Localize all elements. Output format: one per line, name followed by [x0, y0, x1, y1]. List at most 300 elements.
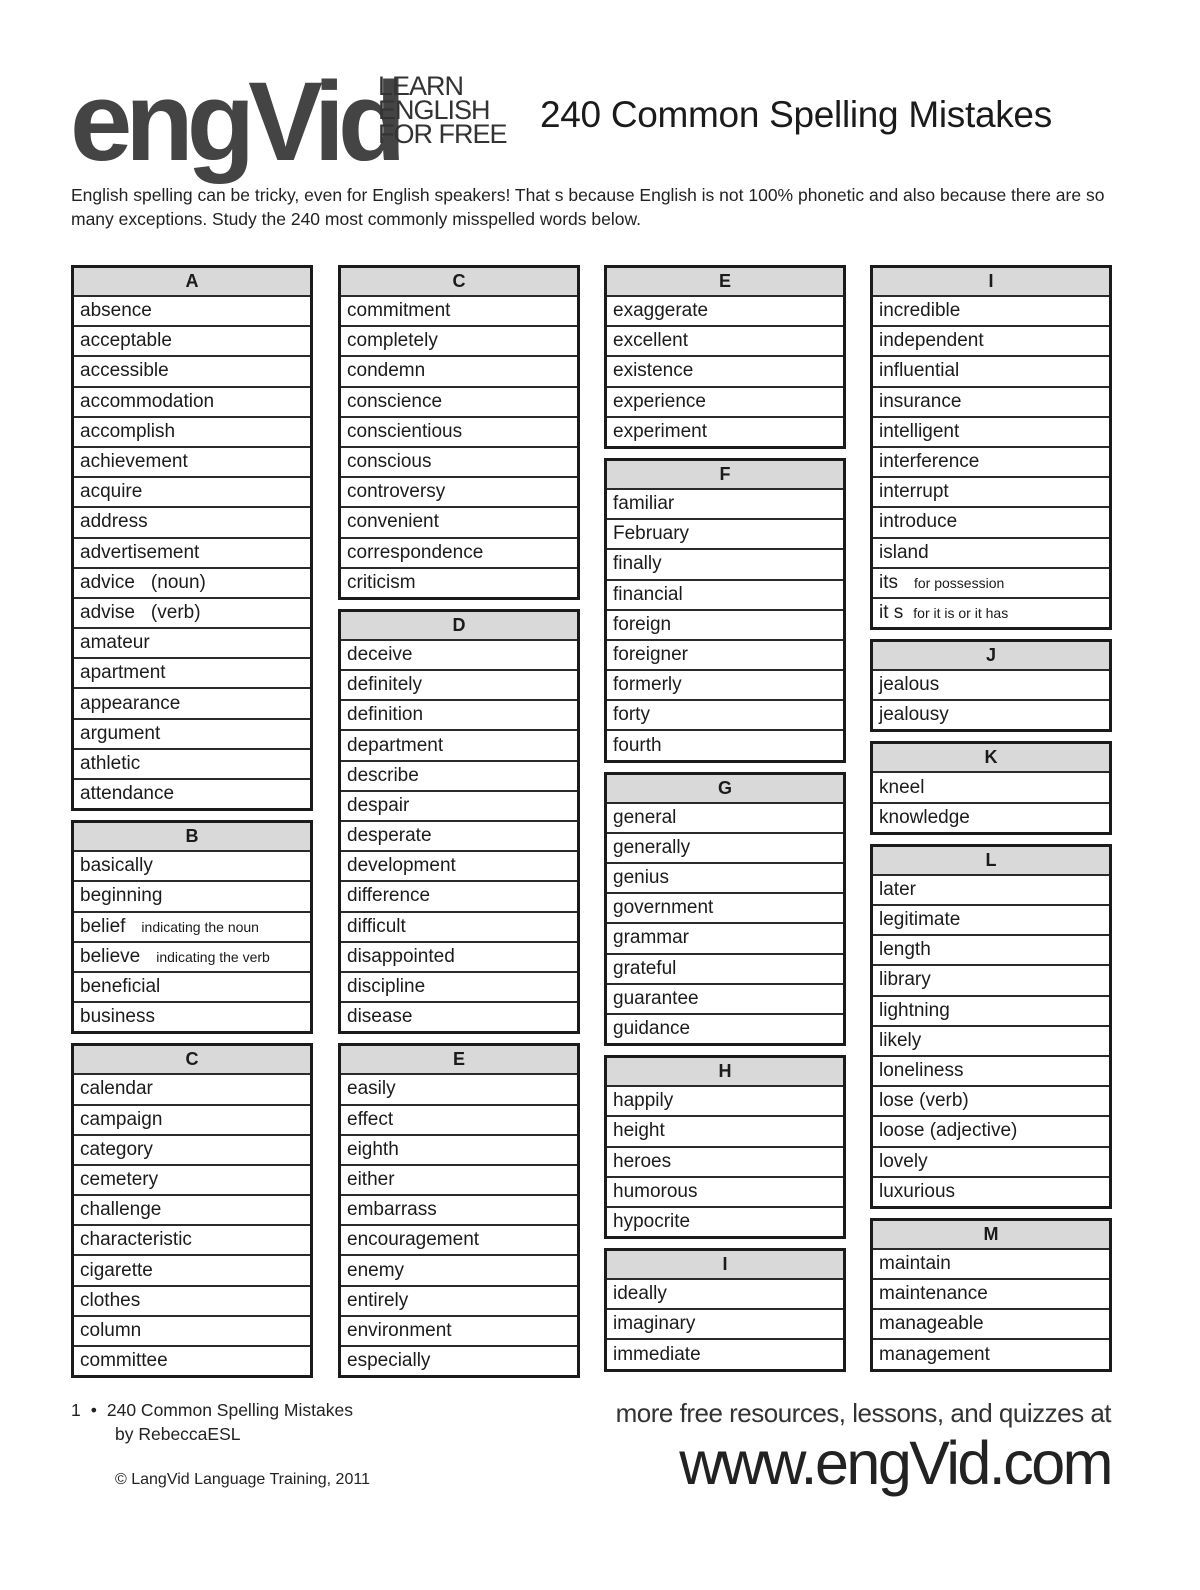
letter-section-g: [604, 772, 846, 1047]
section-heading: B: [74, 823, 310, 850]
word-text: difficult: [347, 915, 406, 937]
word-row: [74, 599, 310, 627]
word-row: [74, 852, 310, 880]
word-row: [873, 1057, 1109, 1085]
word-text: argument: [80, 722, 161, 744]
word-row: [341, 671, 577, 699]
word-row: [873, 1250, 1109, 1278]
section-heading: M: [873, 1221, 1109, 1248]
footer-line-1: [71, 1398, 370, 1422]
word-text: introduce: [879, 511, 958, 533]
word-row: [607, 1280, 843, 1308]
footer-credits: [71, 1398, 370, 1492]
word-row: [74, 720, 310, 748]
word-usage-note: (noun): [150, 571, 206, 593]
word-text: government: [613, 897, 714, 919]
word-row: [74, 1106, 310, 1134]
word-row: [74, 1166, 310, 1194]
word-row: [873, 327, 1109, 355]
word-text: loneliness: [879, 1060, 964, 1082]
word-row: [607, 1015, 843, 1043]
letter-section-e: [604, 265, 846, 449]
word-row: [341, 641, 577, 669]
word-text: generally: [613, 836, 691, 858]
word-row: [341, 1136, 577, 1164]
word-row: [873, 1280, 1109, 1308]
word-row: [341, 1166, 577, 1194]
word-row: [74, 913, 310, 941]
word-row: [341, 882, 577, 910]
word-text: loose (adjective): [879, 1120, 1018, 1142]
word-text: attendance: [80, 783, 175, 805]
word-text: management: [879, 1343, 990, 1365]
word-text: challenge: [80, 1199, 162, 1221]
word-row: [341, 973, 577, 1001]
word-row: [74, 780, 310, 808]
letter-section-a: [71, 265, 313, 811]
word-text: guarantee: [613, 987, 699, 1009]
word-row: [74, 1136, 310, 1164]
letter-section-e: [338, 1043, 580, 1378]
word-text: embarrass: [347, 1199, 437, 1221]
section-heading: G: [607, 775, 843, 802]
word-row: [607, 894, 843, 922]
page-title: 240 Common Spelling Mistakes: [540, 94, 1052, 135]
word-row: [873, 1340, 1109, 1368]
word-text: accomplish: [80, 420, 176, 442]
word-row: [607, 550, 843, 578]
section-heading: E: [607, 268, 843, 295]
word-row: [74, 1256, 310, 1284]
word-row: [341, 357, 577, 385]
word-text: insurance: [879, 390, 962, 412]
word-text: financial: [613, 583, 683, 605]
word-row: [873, 599, 1109, 627]
letter-section-k: [870, 741, 1112, 834]
word-text: commitment: [347, 300, 451, 322]
word-text: conscience: [347, 390, 443, 412]
word-text: guidance: [613, 1018, 691, 1040]
word-text: business: [80, 1006, 155, 1028]
word-row: [607, 701, 843, 729]
word-row: [873, 1148, 1109, 1176]
word-text: length: [879, 939, 931, 961]
word-row: [607, 671, 843, 699]
word-row: [607, 924, 843, 952]
word-text: intelligent: [879, 420, 960, 442]
word-row: [873, 539, 1109, 567]
word-row: [607, 864, 843, 892]
word-text: development: [347, 855, 456, 877]
word-text: eighth: [347, 1138, 399, 1160]
word-row: [873, 1178, 1109, 1206]
word-row: [341, 1287, 577, 1315]
word-row: [607, 1087, 843, 1115]
word-row: [607, 327, 843, 355]
word-text: encouragement: [347, 1229, 480, 1251]
word-row: [74, 943, 310, 971]
word-row: [341, 539, 577, 567]
word-row: [341, 822, 577, 850]
word-text: calendar: [80, 1078, 153, 1100]
word-text: accommodation: [80, 390, 215, 412]
word-text: belief: [80, 915, 126, 937]
word-text: grateful: [613, 957, 677, 979]
footer-doc-title: 240 Common Spelling Mistakes: [106, 1400, 353, 1420]
word-text: humorous: [613, 1180, 698, 1202]
word-text: believe: [80, 945, 141, 967]
word-text: familiar: [613, 493, 675, 515]
word-text: criticism: [347, 571, 416, 593]
word-row: [607, 611, 843, 639]
word-text: cigarette: [80, 1259, 153, 1281]
word-row: [74, 1196, 310, 1224]
word-row: [341, 1106, 577, 1134]
letter-section-l: [870, 844, 1112, 1209]
word-text: maintain: [879, 1252, 951, 1274]
word-row: [74, 327, 310, 355]
logo-tagline-line: LEARN: [378, 71, 464, 101]
word-row: [341, 297, 577, 325]
word-text: describe: [347, 764, 419, 786]
word-text: existence: [613, 360, 694, 382]
word-text: easily: [347, 1078, 396, 1100]
word-text: amateur: [80, 632, 150, 654]
section-heading: C: [341, 268, 577, 295]
word-text: controversy: [347, 481, 446, 503]
word-text: difference: [347, 885, 431, 907]
word-text: ideally: [613, 1283, 667, 1305]
word-text: environment: [347, 1319, 452, 1341]
word-row: [341, 1075, 577, 1103]
word-text: manageable: [879, 1313, 984, 1335]
word-text: category: [80, 1138, 153, 1160]
word-row: [607, 490, 843, 518]
word-row: [607, 955, 843, 983]
word-text: desperate: [347, 825, 432, 847]
word-text: either: [347, 1168, 395, 1190]
section-heading: I: [607, 1251, 843, 1278]
word-text: incredible: [879, 300, 961, 322]
word-text: exaggerate: [613, 300, 709, 322]
word-text: knowledge: [879, 806, 970, 828]
logo-wordmark: engVid: [70, 59, 400, 184]
word-row: [74, 448, 310, 476]
word-text: formerly: [613, 674, 682, 696]
word-text: conscientious: [347, 420, 463, 442]
word-row: [607, 1310, 843, 1338]
word-row: [873, 569, 1109, 597]
word-row: [341, 913, 577, 941]
word-row: [74, 478, 310, 506]
word-row: [873, 804, 1109, 832]
word-row: [74, 750, 310, 778]
letter-section-i: [870, 265, 1112, 630]
word-usage-note: for it is or it has: [913, 604, 1009, 621]
letter-section-m: [870, 1218, 1112, 1372]
word-row: [873, 1310, 1109, 1338]
word-text: accessible: [80, 360, 169, 382]
word-text: lose (verb): [879, 1090, 969, 1112]
word-row: [607, 804, 843, 832]
word-text: lightning: [879, 999, 950, 1021]
word-text: island: [879, 541, 929, 563]
letter-section-c: [71, 1043, 313, 1378]
word-text: grammar: [613, 927, 690, 949]
word-text: correspondence: [347, 541, 484, 563]
section-heading: J: [873, 642, 1109, 669]
section-heading: L: [873, 847, 1109, 874]
word-row: [74, 1003, 310, 1031]
word-row: [607, 418, 843, 446]
word-text: immediate: [613, 1343, 701, 1365]
word-row: [607, 1148, 843, 1176]
word-text: cemetery: [80, 1168, 159, 1190]
word-row: [873, 1117, 1109, 1145]
word-text: genius: [613, 867, 669, 889]
section-heading: C: [74, 1046, 310, 1073]
word-row: [873, 906, 1109, 934]
word-row: [341, 508, 577, 536]
section-heading: I: [873, 268, 1109, 295]
word-text: lovely: [879, 1150, 928, 1172]
word-row: [341, 792, 577, 820]
word-text: committee: [80, 1350, 168, 1372]
word-text: experience: [613, 390, 706, 412]
word-text: finally: [613, 553, 662, 575]
word-row: [873, 876, 1109, 904]
word-row: [74, 569, 310, 597]
word-row: [341, 1196, 577, 1224]
word-column-3: [604, 265, 846, 1381]
word-text: forty: [613, 704, 650, 726]
word-text: condemn: [347, 360, 426, 382]
word-text: enemy: [347, 1259, 405, 1281]
word-row: [341, 1347, 577, 1375]
word-row: [607, 357, 843, 385]
word-row: [607, 388, 843, 416]
word-text: later: [879, 878, 916, 900]
word-text: advertisement: [80, 541, 200, 563]
footer-copyright: © LangVid Language Training, 2011: [115, 1471, 370, 1488]
word-text: address: [80, 511, 148, 533]
footer-website-link[interactable]: www.engVid.com: [679, 1429, 1111, 1497]
word-row: [873, 357, 1109, 385]
word-text: excellent: [613, 330, 688, 352]
word-text: definitely: [347, 674, 422, 696]
word-row: [74, 882, 310, 910]
word-row: [74, 1347, 310, 1375]
word-text: fourth: [613, 734, 662, 756]
word-row: [341, 569, 577, 597]
section-heading: A: [74, 268, 310, 295]
word-text: height: [613, 1120, 665, 1142]
word-row: [74, 418, 310, 446]
word-row: [607, 1208, 843, 1236]
word-text: legitimate: [879, 909, 961, 931]
word-row: [74, 1317, 310, 1345]
word-text: entirely: [347, 1289, 409, 1311]
bullet-separator: •: [90, 1400, 97, 1420]
word-text: interrupt: [879, 481, 949, 503]
letter-section-d: [338, 609, 580, 1034]
word-text: appearance: [80, 692, 181, 714]
word-row: [74, 659, 310, 687]
word-text: general: [613, 806, 677, 828]
word-text: disappointed: [347, 945, 455, 967]
letter-section-i: [604, 1248, 846, 1372]
footer-promo: [606, 1398, 1111, 1497]
section-heading: D: [341, 612, 577, 639]
word-row: [873, 1027, 1109, 1055]
word-row: [873, 671, 1109, 699]
word-column-2: [338, 265, 580, 1387]
word-text: interference: [879, 451, 980, 473]
logo-tagline-line: FOR FREE: [378, 119, 507, 149]
word-text: basically: [80, 855, 153, 877]
word-row: [341, 943, 577, 971]
letter-section-c: [338, 265, 580, 600]
word-text: completely: [347, 330, 438, 352]
word-text: foreigner: [613, 643, 688, 665]
word-row: [873, 1087, 1109, 1115]
word-row: [607, 1117, 843, 1145]
word-row: [873, 508, 1109, 536]
word-row: [607, 731, 843, 759]
word-row: [607, 520, 843, 548]
word-text: heroes: [613, 1150, 672, 1172]
letter-section-h: [604, 1055, 846, 1239]
word-text: conscious: [347, 451, 432, 473]
word-column-1: [71, 265, 313, 1387]
logo-tagline-line: ENGLISH: [378, 95, 490, 125]
word-row: [74, 629, 310, 657]
word-row: [607, 641, 843, 669]
word-text: absence: [80, 300, 152, 322]
word-row: [74, 1075, 310, 1103]
section-heading: K: [873, 744, 1109, 771]
word-row: [74, 689, 310, 717]
letter-section-b: [71, 820, 313, 1034]
word-text: advice: [80, 571, 135, 593]
word-text: jealousy: [879, 704, 949, 726]
word-row: [607, 1178, 843, 1206]
word-text: its: [879, 571, 898, 593]
word-row: [74, 357, 310, 385]
word-text: acquire: [80, 481, 143, 503]
word-usage-note: indicating the verb: [156, 948, 270, 965]
word-row: [74, 297, 310, 325]
word-text: independent: [879, 330, 984, 352]
word-row: [74, 1226, 310, 1254]
word-text: definition: [347, 704, 424, 726]
intro-paragraph: English spelling can be tricky, even for English speakers! That s because English is not 100% phonetic and also because there are so many exceptions. Study the 240 most commonly misspelled words below.: [71, 185, 1105, 229]
word-text: experiment: [613, 420, 707, 442]
word-text: hypocrite: [613, 1210, 691, 1232]
page-number: 1: [71, 1400, 81, 1420]
word-row: [873, 936, 1109, 964]
word-row: [341, 327, 577, 355]
word-text: achievement: [80, 451, 188, 473]
word-row: [341, 1003, 577, 1031]
section-heading: H: [607, 1058, 843, 1085]
word-text: luxurious: [879, 1180, 956, 1202]
word-text: athletic: [80, 752, 141, 774]
word-row: [341, 852, 577, 880]
word-row: [873, 297, 1109, 325]
footer-author: by RebeccaESL: [115, 1424, 241, 1444]
word-text: deceive: [347, 643, 413, 665]
word-text: advise: [80, 601, 135, 623]
word-row: [607, 1340, 843, 1368]
word-text: acceptable: [80, 330, 172, 352]
word-text: characteristic: [80, 1229, 192, 1251]
word-row: [74, 973, 310, 1001]
letter-section-f: [604, 458, 846, 763]
word-usage-note: indicating the noun: [141, 918, 259, 935]
engvid-logo: [70, 59, 530, 184]
word-row: [873, 966, 1109, 994]
word-text: clothes: [80, 1289, 141, 1311]
word-row: [341, 731, 577, 759]
word-row: [341, 418, 577, 446]
word-row: [341, 701, 577, 729]
word-text: February: [613, 523, 690, 545]
section-heading: E: [341, 1046, 577, 1073]
word-text: especially: [347, 1350, 431, 1372]
letter-section-j: [870, 639, 1112, 732]
word-row: [873, 388, 1109, 416]
word-row: [607, 297, 843, 325]
word-text: influential: [879, 360, 960, 382]
logo-tagline: [378, 71, 507, 149]
word-text: jealous: [879, 674, 940, 696]
word-row: [873, 448, 1109, 476]
word-row: [74, 1287, 310, 1315]
word-row: [873, 701, 1109, 729]
word-text: column: [80, 1319, 142, 1341]
word-row: [341, 478, 577, 506]
word-usage-note: for possession: [914, 574, 1005, 591]
word-text: imaginary: [613, 1313, 696, 1335]
word-row: [607, 581, 843, 609]
word-row: [873, 773, 1109, 801]
word-text: maintenance: [879, 1283, 988, 1305]
word-row: [341, 1226, 577, 1254]
word-text: apartment: [80, 662, 166, 684]
word-column-4: [870, 265, 1112, 1381]
word-text: beginning: [80, 885, 163, 907]
word-row: [341, 388, 577, 416]
word-row: [74, 388, 310, 416]
word-text: department: [347, 734, 444, 756]
word-text: despair: [347, 794, 410, 816]
word-row: [341, 1317, 577, 1345]
word-text: it s: [879, 601, 904, 623]
word-text: kneel: [879, 776, 925, 798]
footer-more-resources: more free resources, lessons, and quizzes at: [615, 1398, 1111, 1428]
word-text: campaign: [80, 1108, 163, 1130]
word-text: likely: [879, 1029, 922, 1051]
word-text: discipline: [347, 976, 426, 998]
word-row: [74, 539, 310, 567]
word-text: happily: [613, 1090, 674, 1112]
word-row: [607, 985, 843, 1013]
word-row: [873, 418, 1109, 446]
word-row: [341, 1256, 577, 1284]
word-row: [873, 478, 1109, 506]
word-text: effect: [347, 1108, 394, 1130]
